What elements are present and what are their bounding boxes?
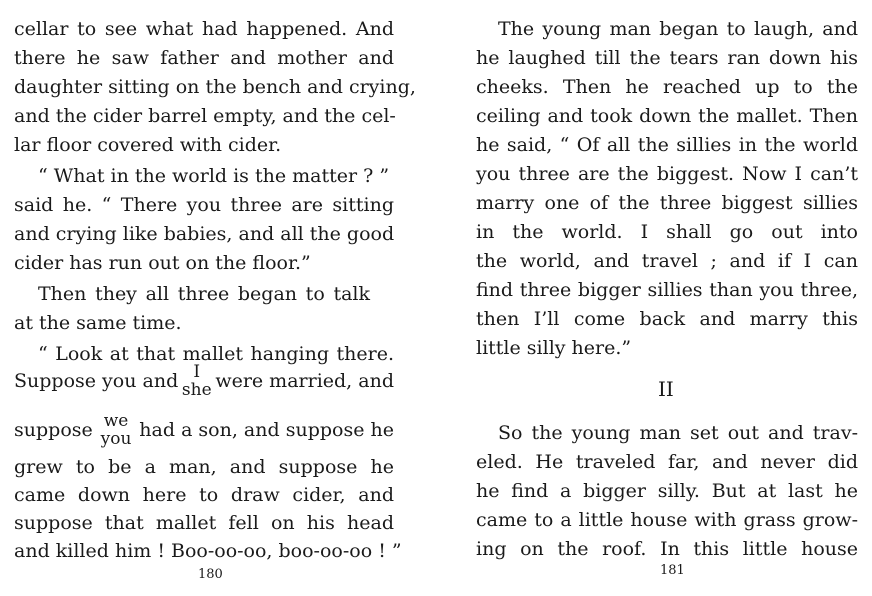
text-line: came down here to draw cider, and <box>14 484 394 506</box>
text-line: cider has run out on the floor.” <box>14 252 311 274</box>
text-line: in the world. I shall go out into <box>476 221 858 243</box>
text-line: at the same time. <box>14 312 182 334</box>
text-line: The young man began to laugh, and <box>498 18 858 40</box>
stacked-pronoun-line <box>14 356 394 406</box>
text-line: he laughed till the tears ran down his <box>476 47 858 69</box>
pronoun-stack <box>182 363 212 399</box>
text-line: there he saw father and mother and <box>14 47 394 69</box>
text-line: marry one of the three biggest sillies <box>476 192 858 214</box>
text-line: he said, “ Of all the sillies in the world <box>476 134 858 156</box>
line-text: were married, and <box>215 370 394 392</box>
text-line: little silly here.” <box>476 337 632 359</box>
stacked-pronoun-line <box>14 404 394 456</box>
text-line: ceiling and took down the mallet. Then <box>476 105 858 127</box>
pronoun-stack <box>101 412 132 448</box>
stack-top: I <box>193 362 201 382</box>
text-line: So the young man set out and trav- <box>498 422 858 444</box>
text-line: Then they all three began to talk <box>38 283 370 305</box>
text-line: find three bigger sillies than you three, <box>476 279 858 301</box>
text-line: the world, and travel ; and if I can <box>476 250 858 272</box>
text-line: ing on the roof. In this little house <box>476 538 858 560</box>
text-line: “ What in the world is the matter ? ” <box>38 165 390 187</box>
right-page <box>436 0 872 596</box>
text-line: and crying like babies, and all the good <box>14 223 395 245</box>
text-line: he find a bigger silly. But at last he <box>476 480 858 502</box>
page-number: 181 <box>660 563 685 578</box>
text-line: then I’ll come back and marry this <box>476 308 858 330</box>
text-line: cheeks. Then he reached up to the <box>476 76 858 98</box>
text-line: grew to be a man, and suppose he <box>14 456 394 478</box>
text-line: and the cider barrel empty, and the cel- <box>14 105 396 127</box>
text-line: suppose that mallet fell on his head <box>14 512 394 534</box>
page-number: 180 <box>198 567 223 582</box>
text-line: said he. “ There you three are sitting <box>14 194 394 216</box>
chapter-heading: II <box>658 377 674 401</box>
text-line: and killed him ! Boo-oo-oo, boo-oo-oo ! ” <box>14 540 402 562</box>
line-text: Suppose you and <box>14 370 179 392</box>
line-text: suppose <box>14 419 93 441</box>
left-page <box>0 0 430 596</box>
text-line: lar floor covered with cider. <box>14 134 282 156</box>
stack-bottom: she <box>181 380 212 400</box>
text-line: came to a little house with grass grow- <box>476 509 858 531</box>
text-line: you three are the biggest. Now I can’t <box>476 163 858 185</box>
line-text: had a son, and suppose he <box>139 419 394 441</box>
text-line: “ Look at that mallet hanging there. <box>38 343 394 365</box>
text-line: cellar to see what had happened. And <box>14 18 394 40</box>
stack-top: we <box>103 411 129 431</box>
text-line: daughter sitting on the bench and crying, <box>14 76 416 98</box>
stack-bottom: you <box>100 429 132 449</box>
text-line: eled. He traveled far, and never did <box>476 451 858 473</box>
